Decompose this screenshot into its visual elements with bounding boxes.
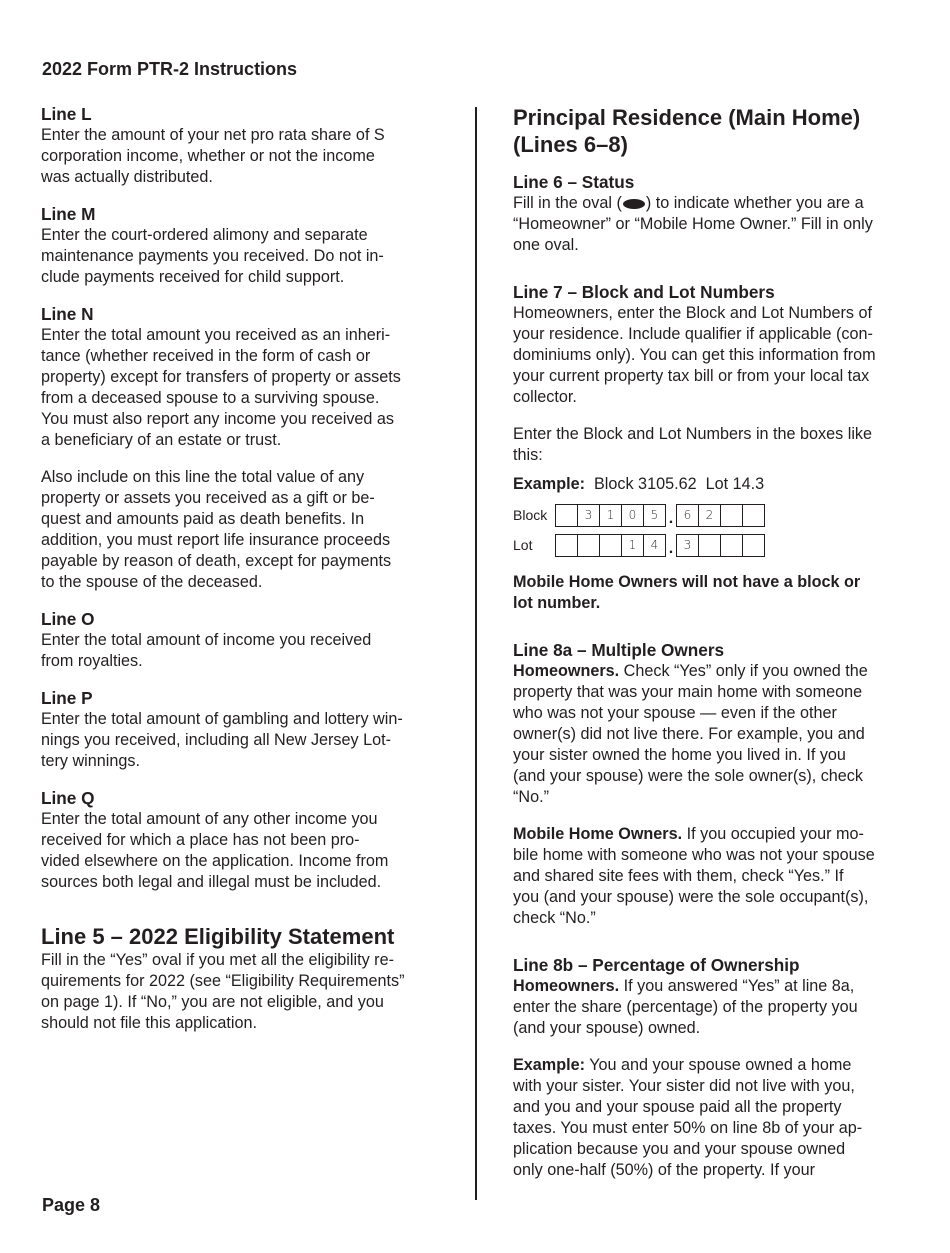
text-fragment: If you occupied your mo- bbox=[682, 825, 864, 843]
right-column bbox=[513, 104, 913, 1181]
digit-box bbox=[577, 534, 599, 557]
digit-box bbox=[742, 504, 765, 527]
digit-box: 3 bbox=[676, 534, 698, 557]
line-p-text bbox=[41, 709, 441, 772]
text-line: nings you received, including all New Jersey Lot- bbox=[41, 731, 392, 749]
text-line: collector. bbox=[513, 388, 577, 406]
text-line: only one-half (50%) of the property. If your bbox=[513, 1161, 816, 1179]
line-8a-text bbox=[513, 661, 913, 808]
line-5-text bbox=[41, 950, 441, 1034]
line-m-text bbox=[41, 225, 441, 288]
digit-box bbox=[599, 534, 621, 557]
line-5-heading: Line 5 – 2022 Eligibility Statement bbox=[41, 924, 395, 949]
line-l-title: Line L bbox=[41, 104, 92, 124]
page-header: 2022 Form PTR-2 Instructions bbox=[42, 59, 298, 79]
digit-box bbox=[742, 534, 765, 557]
text-fragment: Fill in the oval ( bbox=[513, 194, 622, 212]
digit-box: 3 bbox=[577, 504, 599, 527]
line-7-title: Line 7 – Block and Lot Numbers bbox=[513, 282, 775, 302]
lot-whole-boxes bbox=[555, 534, 666, 557]
page-number: Page 8 bbox=[42, 1195, 101, 1215]
text-line: Mobile Home Owners will not have a block or bbox=[513, 573, 861, 591]
text-line: maintenance payments you received. Do not in- bbox=[41, 247, 384, 265]
line-8a-title: Line 8a – Multiple Owners bbox=[513, 640, 725, 660]
digit-box: 5 bbox=[643, 504, 666, 527]
text-line: property or assets you received as a gift or be- bbox=[41, 489, 375, 507]
text-line: “No.” bbox=[513, 788, 549, 806]
filled-oval-icon bbox=[623, 199, 645, 209]
text-line bbox=[513, 824, 913, 845]
principal-residence-subheading: (Lines 6–8) bbox=[513, 132, 628, 157]
line-8b-text bbox=[513, 976, 913, 1039]
text-line: Enter the court-ordered alimony and separate bbox=[41, 226, 368, 244]
text-line: vided elsewhere on the application. Income from bbox=[41, 852, 389, 870]
digit-box bbox=[720, 534, 742, 557]
left-column bbox=[41, 104, 441, 1034]
text-line: with your sister. Your sister did not live with you, bbox=[513, 1077, 855, 1095]
text-line: Homeowners, enter the Block and Lot Numbers of bbox=[513, 304, 873, 322]
lot-decimal-boxes bbox=[676, 534, 765, 557]
line-n-title: Line N bbox=[41, 304, 94, 324]
line-n-text-2 bbox=[41, 467, 441, 593]
text-line: Also include on this line the total value of any bbox=[41, 468, 365, 486]
example-text: Block 3105.62 Lot 14.3 bbox=[584, 475, 765, 493]
bold-lead: Homeowners. bbox=[513, 662, 620, 680]
digit-box: 0 bbox=[621, 504, 643, 527]
text-line: dominiums only). You can get this information from bbox=[513, 346, 876, 364]
digit-box bbox=[555, 534, 577, 557]
text-line: quest and amounts paid as death benefits. In bbox=[41, 510, 365, 528]
text-line: plication because you and your spouse owned bbox=[513, 1140, 846, 1158]
decimal-point: . bbox=[668, 539, 674, 557]
text-line bbox=[513, 1055, 913, 1076]
text-line: You must also report any income you received as bbox=[41, 410, 395, 428]
digit-box bbox=[555, 504, 577, 527]
text-line: Enter the amount of your net pro rata share of S bbox=[41, 126, 385, 144]
decimal-point: . bbox=[668, 509, 674, 527]
text-line: your sister owned the home you lived in. If you bbox=[513, 746, 846, 764]
bold-lead: Mobile Home Owners. bbox=[513, 825, 683, 843]
line-q-title: Line Q bbox=[41, 788, 95, 808]
text-line: taxes. You must enter 50% on line 8b of your ap- bbox=[513, 1119, 863, 1137]
digit-box: 1 bbox=[621, 534, 643, 557]
principal-residence-heading: Principal Residence (Main Home) bbox=[513, 105, 861, 130]
line-6-text bbox=[513, 193, 913, 256]
text-line: should not file this application. bbox=[41, 1014, 257, 1032]
text-line: Enter the total amount of income you received bbox=[41, 631, 372, 649]
text-fragment: Check “Yes” only if you owned the bbox=[619, 662, 868, 680]
text-line: (and your spouse) owned. bbox=[513, 1019, 701, 1037]
text-line: Enter the Block and Lot Numbers in the boxes like bbox=[513, 425, 873, 443]
line-m-title: Line M bbox=[41, 204, 96, 224]
line-l-text bbox=[41, 125, 441, 188]
text-line bbox=[513, 976, 913, 997]
block-decimal-boxes bbox=[676, 504, 765, 527]
text-line: and shared site fees with them, check “Yes.” If bbox=[513, 867, 844, 885]
line-8b-title: Line 8b – Percentage of Ownership bbox=[513, 955, 800, 975]
text-line: quirements for 2022 (see “Eligibility Requirements” bbox=[41, 972, 405, 990]
text-line: and you and your spouse paid all the property bbox=[513, 1098, 842, 1116]
line-p-title: Line P bbox=[41, 688, 93, 708]
text-line: check “No.” bbox=[513, 909, 596, 927]
text-line: you (and your spouse) were the sole occupant(s), bbox=[513, 888, 869, 906]
text-line: was actually distributed. bbox=[41, 168, 213, 186]
text-line: Enter the total amount of gambling and lottery win- bbox=[41, 710, 403, 728]
text-fragment: If you answered “Yes” at line 8a, bbox=[619, 977, 855, 995]
block-label: Block bbox=[513, 507, 548, 523]
text-line: (and your spouse) were the sole owner(s), check bbox=[513, 767, 863, 785]
digit-box bbox=[698, 534, 720, 557]
digit-box: 4 bbox=[643, 534, 666, 557]
text-line: your current property tax bill or from your local tax bbox=[513, 367, 870, 385]
example-line bbox=[513, 474, 913, 495]
line-8b-text-2 bbox=[513, 1055, 913, 1181]
text-line: to the spouse of the deceased. bbox=[41, 573, 263, 591]
digit-box bbox=[720, 504, 742, 527]
text-line: payable by reason of death, except for payments bbox=[41, 552, 392, 570]
text-line: a beneficiary of an estate or trust. bbox=[41, 431, 282, 449]
text-line: Enter the total amount you received as an inheri- bbox=[41, 326, 391, 344]
text-fragment: ) to indicate whether you are a bbox=[645, 194, 864, 212]
line-7-text-2 bbox=[513, 424, 913, 466]
line-n-text bbox=[41, 325, 441, 451]
text-line: “Homeowner” or “Mobile Home Owner.” Fill in only bbox=[513, 215, 873, 233]
text-line: one oval. bbox=[513, 236, 579, 254]
digit-box: 6 bbox=[676, 504, 698, 527]
text-line: who was not your spouse — even if the other bbox=[513, 704, 837, 722]
text-fragment: You and your spouse owned a home bbox=[584, 1056, 852, 1074]
text-line: on page 1). If “No,” you are not eligible, and you bbox=[41, 993, 384, 1011]
digit-box: 1 bbox=[599, 504, 621, 527]
text-line bbox=[513, 661, 913, 682]
line-o-text bbox=[41, 630, 441, 672]
text-line: corporation income, whether or not the income bbox=[41, 147, 375, 165]
text-line: tance (whether received in the form of cash or bbox=[41, 347, 371, 365]
text-line: from royalties. bbox=[41, 652, 143, 670]
text-line: your residence. Include qualifier if applicable (con- bbox=[513, 325, 873, 343]
line-q-text bbox=[41, 809, 441, 893]
lot-label: Lot bbox=[513, 537, 533, 553]
lot-boxes bbox=[513, 533, 913, 558]
line-o-title: Line O bbox=[41, 609, 95, 629]
example-label: Example: bbox=[513, 475, 585, 493]
block-boxes bbox=[513, 503, 913, 528]
text-line: sources both legal and illegal must be included. bbox=[41, 873, 382, 891]
text-line: clude payments received for child support. bbox=[41, 268, 345, 286]
bold-lead: Example: bbox=[513, 1056, 585, 1074]
text-line: tery winnings. bbox=[41, 752, 140, 770]
text-line: property that was your main home with someone bbox=[513, 683, 863, 701]
column-divider bbox=[475, 107, 477, 1200]
text-line: received for which a place has not been pro- bbox=[41, 831, 360, 849]
text-line: addition, you must report life insurance proceeds bbox=[41, 531, 391, 549]
block-whole-boxes bbox=[555, 504, 666, 527]
text-line: Fill in the “Yes” oval if you met all the eligibility re- bbox=[41, 951, 394, 969]
text-line bbox=[513, 193, 913, 214]
text-line: Enter the total amount of any other income you bbox=[41, 810, 378, 828]
mobile-home-note bbox=[513, 572, 913, 614]
text-line: enter the share (percentage) of the property you bbox=[513, 998, 858, 1016]
text-line: property) except for transfers of property or assets bbox=[41, 368, 401, 386]
text-line: from a deceased spouse to a surviving spouse. bbox=[41, 389, 380, 407]
text-line: bile home with someone who was not your spouse bbox=[513, 846, 875, 864]
text-line: this: bbox=[513, 446, 543, 464]
digit-box: 2 bbox=[698, 504, 720, 527]
bold-lead: Homeowners. bbox=[513, 977, 620, 995]
line-7-text bbox=[513, 303, 913, 408]
line-8a-text-2 bbox=[513, 824, 913, 929]
text-line: owner(s) did not live there. For example, you and bbox=[513, 725, 865, 743]
line-6-title: Line 6 – Status bbox=[513, 172, 635, 192]
text-line: lot number. bbox=[513, 594, 601, 612]
